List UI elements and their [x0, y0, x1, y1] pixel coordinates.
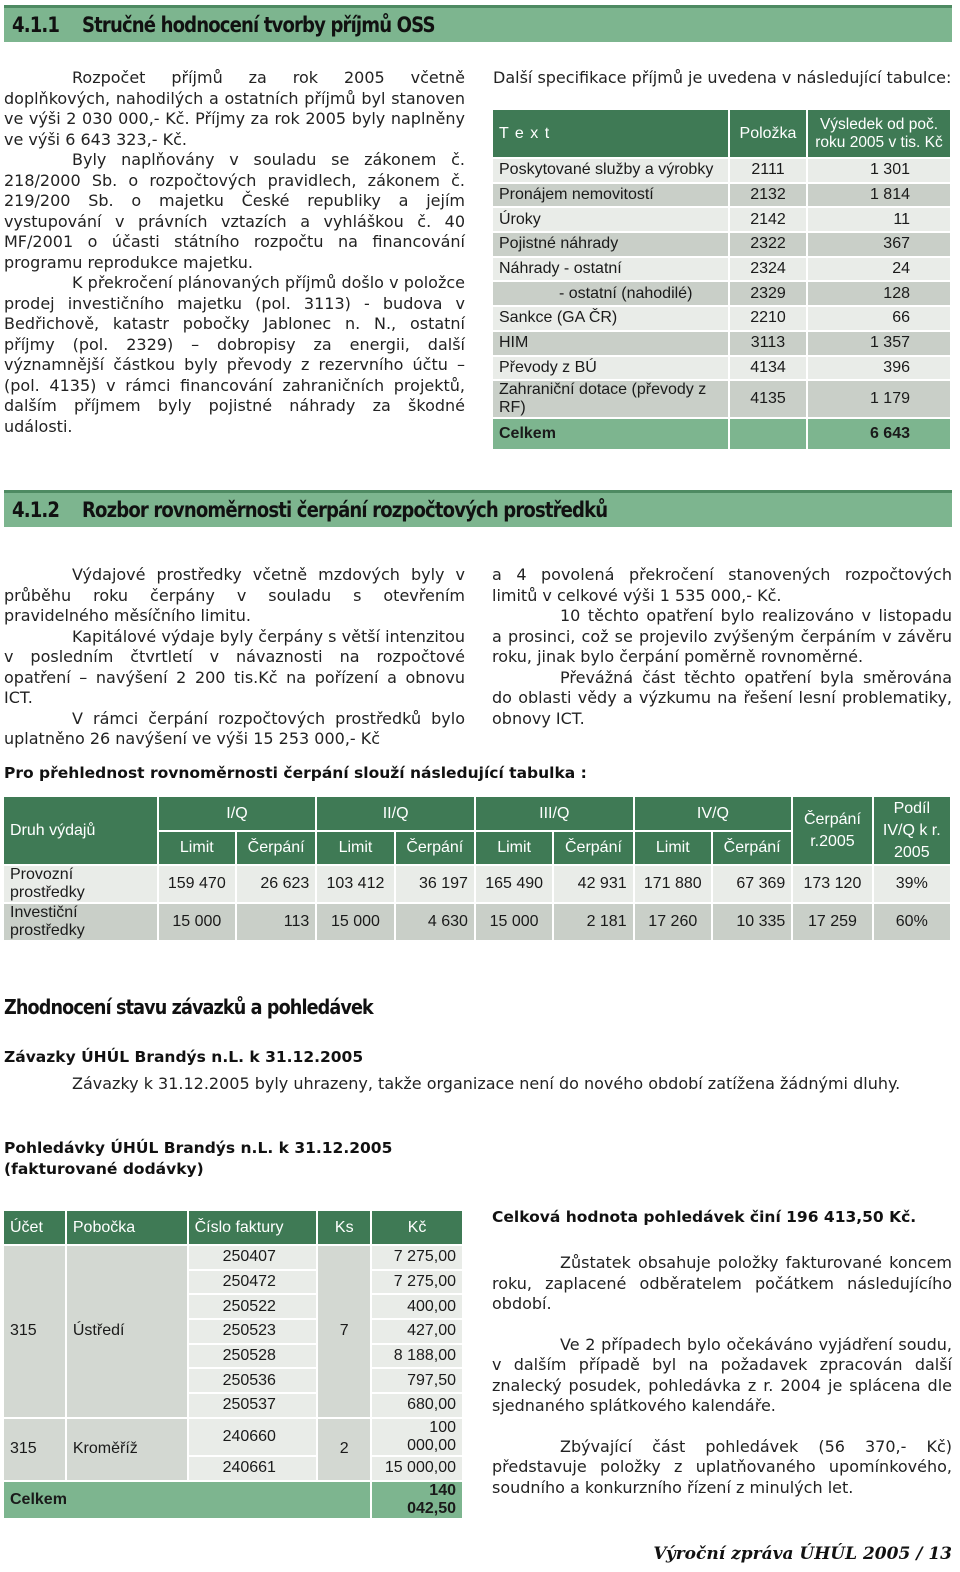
- value: 15 000: [475, 903, 553, 941]
- column-header: Podíl IV/Q k r. 2005: [873, 797, 951, 865]
- amount: 427,00: [371, 1319, 463, 1344]
- invoice-number: 250472: [188, 1270, 318, 1295]
- subheader-spent: Čerpání: [395, 831, 475, 865]
- invoice-number: 250536: [188, 1368, 318, 1393]
- value: 171 880: [634, 865, 712, 903]
- subheader-limit: Limit: [158, 831, 236, 865]
- item-code: 2132: [729, 183, 807, 208]
- value: 173 120: [792, 865, 872, 903]
- table-row: [493, 281, 951, 306]
- item-code: 2111: [729, 158, 807, 183]
- item-code: 2210: [729, 306, 807, 331]
- value: 15 000: [316, 903, 394, 941]
- value: 159 470: [158, 865, 236, 903]
- item-code: [729, 418, 807, 450]
- value: 1 179: [807, 380, 951, 418]
- row-label: Pojistné náhrady: [493, 232, 729, 257]
- column-header: Kč: [371, 1211, 463, 1245]
- value: 60%: [873, 903, 951, 941]
- row-label: Poskytované služby a výrobky: [493, 158, 729, 183]
- row-label: Náhrady - ostatní: [493, 257, 729, 282]
- account: 315: [4, 1418, 66, 1481]
- invoice-number: 250522: [188, 1294, 318, 1319]
- total-value: 6 643: [807, 418, 951, 450]
- section-title: Stručné hodnocení tvorby příjmů OSS: [82, 13, 435, 37]
- value: 36 197: [395, 865, 475, 903]
- quarter-header: III/Q: [475, 797, 634, 831]
- amount: 7 275,00: [371, 1270, 463, 1295]
- value: 17 260: [634, 903, 712, 941]
- receivables-description: [492, 1253, 952, 1498]
- quarter-header: IV/Q: [634, 797, 793, 831]
- row-label: Provozní prostředky: [4, 865, 158, 903]
- invoice-number: 240661: [188, 1456, 318, 1481]
- section-header-4-1-1: [4, 5, 952, 42]
- amount: 8 188,00: [371, 1344, 463, 1369]
- table-row: [4, 903, 951, 941]
- total-label: Celkem: [4, 1481, 371, 1519]
- quarter-header: II/Q: [316, 797, 475, 831]
- value: 17 259: [792, 903, 872, 941]
- row-label: - ostatní (nahodilé): [493, 281, 729, 306]
- table-row: [493, 257, 951, 282]
- column-header: Pobočka: [66, 1211, 188, 1245]
- section-header-4-1-2: [4, 490, 952, 527]
- paragraph: Rozpočet příjmů za rok 2005 včetně doplňkových, nahodilých a ostatních příjmů byl stanoven ve výši 2 030 000,- Kč. Příjmy za rok 2005 byly naplněny ve výši 6 643 323,- Kč.: [4, 68, 465, 149]
- paragraph: Ve 2 případech bylo očekáváno vyjádření soudu, v dalším případě byl na požadavek zpracován další znalecký posudek, pohledávka z r. 2004 je splácena dle sjednaného splátkového kalendáře.: [492, 1334, 952, 1415]
- spending-description-left: [4, 565, 465, 750]
- table-row: [493, 356, 951, 381]
- section-number: 4.1.2: [12, 498, 60, 522]
- row-label: Investiční prostředky: [4, 903, 158, 941]
- liabilities-heading: Závazky ÚHÚL Brandýs n.L. k 31.12.2005: [4, 1048, 364, 1066]
- total-row: [4, 1481, 463, 1519]
- row-label: HIM: [493, 331, 729, 356]
- subheader-spent: Čerpání: [553, 831, 633, 865]
- amount: 7 275,00: [371, 1245, 463, 1270]
- column-header: Účet: [4, 1211, 66, 1245]
- value: 24: [807, 257, 951, 282]
- subheader-limit: Limit: [475, 831, 553, 865]
- row-label: Pronájem nemovitostí: [493, 183, 729, 208]
- item-code: 2329: [729, 281, 807, 306]
- value: 66: [807, 306, 951, 331]
- receivables-subheading: (fakturované dodávky): [4, 1160, 204, 1178]
- row-label: Úroky: [493, 207, 729, 232]
- invoice-number: 250528: [188, 1344, 318, 1369]
- paragraph: Převážná část těchto opatření byla směrována do oblasti vědy a výzkumu na řešení lesní problematiky, obnovy ICT.: [492, 667, 952, 728]
- value: 113: [236, 903, 316, 941]
- amount: 15 000,00: [371, 1456, 463, 1481]
- subheader-spent: Čerpání: [236, 831, 316, 865]
- spending-description-right: [492, 565, 952, 729]
- liabilities-section-title: Zhodnocení stavu závazků a pohledávek: [4, 995, 373, 1019]
- table-row: [493, 158, 951, 183]
- value: 4 630: [395, 903, 475, 941]
- item-code: 2324: [729, 257, 807, 282]
- table-row: [493, 306, 951, 331]
- table-row: [493, 380, 951, 418]
- table-row: [4, 1245, 463, 1270]
- subheader-spent: Čerpání: [712, 831, 792, 865]
- column-header: T e x t: [493, 110, 729, 158]
- value: 103 412: [316, 865, 394, 903]
- item-code: 3113: [729, 331, 807, 356]
- value: 1 814: [807, 183, 951, 208]
- table-row: [4, 1418, 463, 1456]
- column-header: Výsledek od poč. roku 2005 v tis. Kč: [807, 110, 951, 158]
- total-receivables: Celková hodnota pohledávek činí 196 413,50 Kč.: [492, 1208, 917, 1226]
- total-row: [493, 418, 951, 450]
- value: 15 000: [158, 903, 236, 941]
- item-code: 2322: [729, 232, 807, 257]
- value: 11: [807, 207, 951, 232]
- value: 1 357: [807, 331, 951, 356]
- row-label: Převody z BÚ: [493, 356, 729, 381]
- row-label: Zahraniční dotace (převody z RF): [493, 380, 729, 418]
- item-code: 4134: [729, 356, 807, 381]
- invoice-number: 240660: [188, 1418, 318, 1456]
- value: 367: [807, 232, 951, 257]
- paragraph: Zůstatek obsahuje položky fakturované koncem roku, zaplacené odběratelem počátkem následujícího období.: [492, 1253, 952, 1313]
- paragraph: Zbývající část pohledávek (56 370,- Kč) představuje položky z uplatňovaného upomínkového, soudního a konkurzního řízení z minulých let.: [492, 1436, 952, 1497]
- amount: 400,00: [371, 1294, 463, 1319]
- amount: 680,00: [371, 1393, 463, 1418]
- value: 39%: [873, 865, 951, 903]
- paragraph: Byly naplňovány v souladu se zákonem č. 218/2000 Sb. o rozpočtových pravidlech, zákonem č. 219/200 Sb. o majetku České republiky a jejím vystupování v právních vztazích a vyhláškou č. 40 MF/2001 o účasti státního rozpočtu na financování programu reprodukce majetku.: [4, 150, 465, 272]
- paragraph: a 4 povolená překročení stanovených rozpočtových limitů v celkové výši 1 535 000,- Kč.: [492, 565, 952, 605]
- quarter-table-intro: Pro přehlednost rovnoměrnosti čerpání slouží následující tabulka :: [4, 764, 587, 782]
- value: 67 369: [712, 865, 792, 903]
- value: 165 490: [475, 865, 553, 903]
- value: 128: [807, 281, 951, 306]
- section-number: 4.1.1: [12, 13, 60, 37]
- paragraph: V rámci čerpání rozpočtových prostředků bylo uplatněno 26 navýšení ve výši 15 253 000,- Kč: [4, 708, 465, 748]
- branch: Ústředí: [66, 1245, 188, 1418]
- column-header: Čerpání r.2005: [792, 797, 872, 865]
- table-row: [493, 183, 951, 208]
- income-description: [4, 68, 465, 437]
- section-title: Rozbor rovnoměrnosti čerpání rozpočtových prostředků: [82, 498, 608, 522]
- value: 42 931: [553, 865, 633, 903]
- total-amount: 140 042,50: [371, 1481, 463, 1519]
- amount: 797,50: [371, 1368, 463, 1393]
- subheader-limit: Limit: [316, 831, 394, 865]
- invoice-number: 250523: [188, 1319, 318, 1344]
- table-row: [493, 232, 951, 257]
- branch: Kroměříž: [66, 1418, 188, 1481]
- item-code: 2142: [729, 207, 807, 232]
- subheader-limit: Limit: [634, 831, 712, 865]
- value: 1 301: [807, 158, 951, 183]
- invoice-number: 250537: [188, 1393, 318, 1418]
- item-code: 4135: [729, 380, 807, 418]
- receivables-table: [4, 1211, 464, 1520]
- account: 315: [4, 1245, 66, 1418]
- amount: 100 000,00: [371, 1418, 463, 1456]
- table-row: [4, 865, 951, 903]
- row-label: Sankce (GA ČR): [493, 306, 729, 331]
- column-header: Druh výdajů: [4, 797, 158, 865]
- invoice-number: 250407: [188, 1245, 318, 1270]
- count: 2: [317, 1418, 371, 1481]
- total-label: Celkem: [493, 418, 729, 450]
- column-header: Ks: [317, 1211, 371, 1245]
- table-row: [493, 331, 951, 356]
- paragraph: Výdajové prostředky včetně mzdových byly v průběhu roku čerpány v souladu s otevřením pravidelného měsíčního limitu.: [4, 565, 465, 625]
- paragraph: 10 těchto opatření bylo realizováno v listopadu a prosinci, což se projevilo zvýšeným čerpáním v závěru roku, jinak bylo čerpání poměrně rovnoměrné.: [492, 606, 952, 666]
- quarter-header: I/Q: [158, 797, 317, 831]
- income-table: [493, 110, 952, 451]
- value: 26 623: [236, 865, 316, 903]
- value: 2 181: [553, 903, 633, 941]
- count: 7: [317, 1245, 371, 1418]
- column-header: Položka: [729, 110, 807, 158]
- value: 396: [807, 356, 951, 381]
- liabilities-text: Závazky k 31.12.2005 byly uhrazeny, takže organizace není do nového období zatížena žádnými dluhy.: [72, 1074, 901, 1093]
- quarterly-spending-table: [4, 797, 952, 942]
- income-table-intro: Další specifikace příjmů je uvedena v následující tabulce:: [493, 68, 952, 87]
- receivables-heading: Pohledávky ÚHÚL Brandýs n.L. k 31.12.2005: [4, 1139, 393, 1157]
- table-row: [493, 207, 951, 232]
- paragraph: Kapitálové výdaje byly čerpány s větší intenzitou v posledním čtvrtletí v návaznosti na rozpočtové opatření – navýšení 2 200 tis.Kč na pořízení a obnovu ICT.: [4, 626, 465, 707]
- value: 10 335: [712, 903, 792, 941]
- column-header: Číslo faktury: [188, 1211, 318, 1245]
- paragraph: K překročení plánovaných příjmů došlo v položce prodej investičního majetku (pol. 3113) - budova v Bedřichově, katastr pobočky Jablonec n. N., ostatní příjmy (pol. 2329) – dobropisy za energii, další významnější částkou byly převody z rezervního účtu – (pol. 4135) v rámci financování zahraničních projektů, dalším příjmem byly pojistné náhrady za škodné události.: [4, 273, 465, 436]
- page-footer: Výroční zpráva ÚHÚL 2005 / 13: [653, 1544, 952, 1564]
